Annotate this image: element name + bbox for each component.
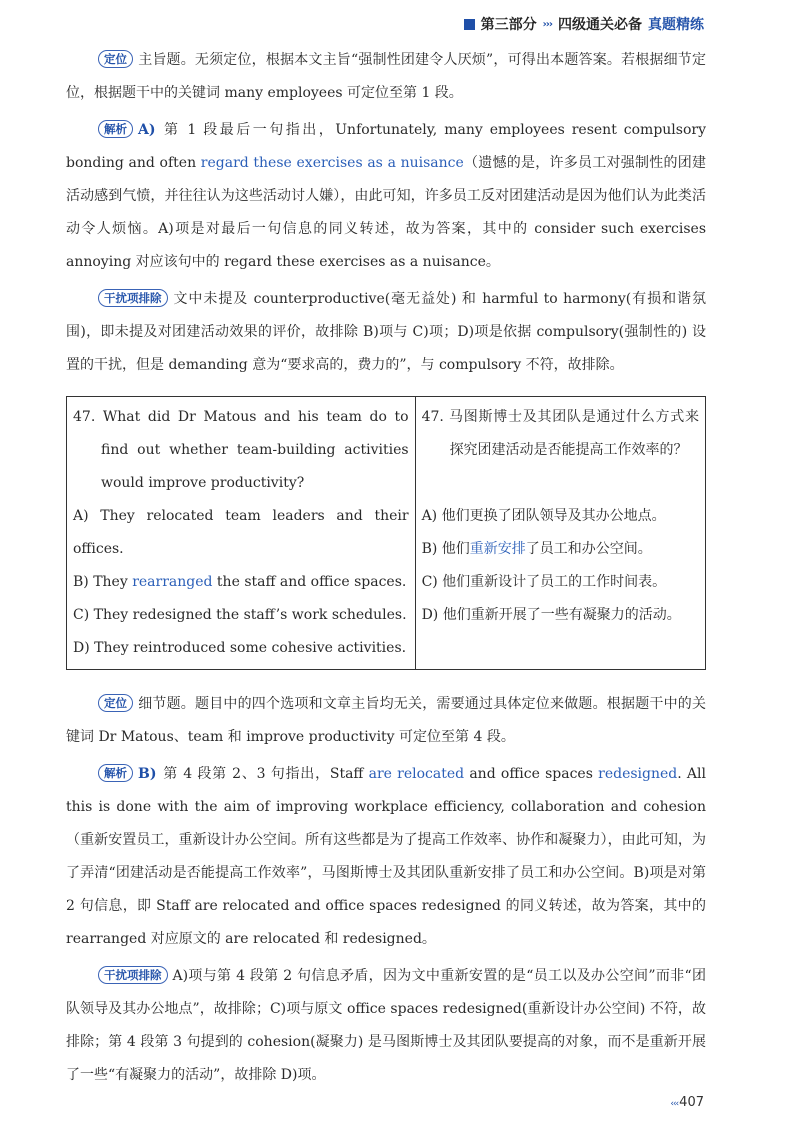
q47-locate-text: 细节题。题目中的四个选项和文章主旨均无关，需要通过具体定位来做题。根据题干中的关键词 Dr Matous、team 和 improve productivity 可定位至第 4 段。 bbox=[66, 696, 706, 745]
q47-option-b-en-post: the staff and office spaces. bbox=[212, 574, 407, 590]
q46-analysis-post: （遗憾的是，许多员工对强制性的团建活动感到气愤，并往往认为这些活动讨人嫌），由此可知，许多员工反对团建活动是因为他们认为此类活动令人烦恼。A)项是对最后一句信息的同义转述，故为答案，其中的 consider such exercises annoying 对应该句中的 regard these exercises as a nuisance。 bbox=[66, 155, 706, 270]
distractor-tag: 干扰项排除 bbox=[98, 289, 168, 307]
locate-tag: 定位 bbox=[98, 50, 133, 68]
q47-option-b-en bbox=[73, 566, 409, 599]
q46-answer: A) bbox=[138, 122, 156, 138]
q47-option-a-zh: A) 他们更换了团队领导及其办公地点。 bbox=[421, 508, 666, 524]
header-accent: 真题精练 bbox=[648, 17, 704, 33]
q47-analysis-highlight-1: are relocated bbox=[368, 766, 465, 782]
question-english-cell bbox=[67, 397, 416, 670]
q47-option-c-zh: C) 他们重新设计了员工的工作时间表。 bbox=[421, 574, 667, 590]
q47-distractor-paragraph bbox=[66, 960, 706, 1092]
q46-analysis-pre: 第 1 段最后一句指出，Unfortunately, many employees resent compulsory bonding and often bbox=[66, 122, 706, 171]
q47-analysis-paragraph bbox=[66, 758, 706, 956]
q46-analysis-paragraph bbox=[66, 114, 706, 279]
q47-option-a-en: A) They relocated team leaders and their offices. bbox=[73, 508, 409, 557]
q46-distractor-paragraph bbox=[66, 283, 706, 382]
q47-option-d-zh: D) 他们重新开展了一些有凝聚力的活动。 bbox=[421, 607, 681, 623]
header-title: 四级通关必备 bbox=[558, 17, 642, 33]
q47-option-c-en: C) They redesigned the staff’s work schedules. bbox=[73, 607, 407, 623]
q46-locate-paragraph bbox=[66, 44, 706, 110]
analysis-tag: 解析 bbox=[98, 764, 133, 782]
question-chinese-cell bbox=[415, 397, 705, 670]
q46-analysis-highlight: regard these exercises as a nuisance bbox=[200, 155, 464, 171]
q47-option-d-en: D) They reintroduced some cohesive activities. bbox=[73, 640, 407, 656]
q47-option-b-en-highlight: rearranged bbox=[132, 574, 213, 590]
page-number bbox=[670, 1095, 704, 1110]
page-content bbox=[66, 44, 706, 1096]
distractor-tag: 干扰项排除 bbox=[98, 966, 168, 984]
q47-distractor-text: A)项与第 4 段第 2 句信息矛盾，因为文中重新安置的是“员工以及办公空间”而非“团队领导及其办公地点”，故排除；C)项与原文 office spaces redesigned(重新设计办公空间) 不符，故排除；第 4 段第 3 句提到的 cohesion(凝聚力) 是马图斯博士及其团队要提高的对象，而不是重新开展了一些“有凝聚力的活动”，故排除 D)项。 bbox=[66, 968, 706, 1083]
analysis-tag: 解析 bbox=[98, 120, 133, 138]
q47-option-b-zh bbox=[422, 533, 699, 566]
q47-analysis-mid: and office spaces bbox=[464, 766, 599, 782]
q47-locate-paragraph bbox=[66, 688, 706, 754]
q47-question-zh: 47. 马图斯博士及其团队是通过什么方式来探究团建活动是否能提高工作效率的？ bbox=[421, 409, 699, 458]
q46-locate-text: 主旨题。无须定位，根据本文主旨“强制性团建令人厌烦”，可得出本题答案。若根据细节定位，根据题干中的关键词 many employees 可定位至第 1 段。 bbox=[66, 52, 706, 101]
page-header bbox=[464, 14, 704, 34]
q47-analysis-post: . All this is done with the aim of improving workplace efficiency, collaboration and cohesion（重新安置员工，重新设计办公空间。所有这些都是为了提高工作效率、协作和凝聚力），由此可知，为了弄清“团建活动是否能提高工作效率”，马图斯博士及其团队重新安排了员工和办公空间。B)项是对第 2 句信息，即 Staff are relocated and office spaces redesigned 的同义转述，故为答案，其中的 rearranged 对应原文的 are relocated 和 redesigned。 bbox=[66, 766, 706, 947]
q47-option-b-zh-pre: B) 他们 bbox=[421, 541, 470, 557]
locate-tag: 定位 bbox=[98, 694, 133, 712]
q46-distractor-text: 文中未提及 counterproductive(毫无益处) 和 harmful to harmony(有损和谐氛围)，即未提及对团建活动效果的评价，故排除 B)项与 C)项；D)项是依据 compulsory(强制性的) 设置的干扰，但是 demanding 意为“要求高的，费力的”，与 compulsory 不符，故排除。 bbox=[66, 291, 706, 373]
header-part: 第三部分 bbox=[480, 17, 537, 33]
square-icon bbox=[464, 19, 475, 30]
page-arrow-icon: ‹‹‹ bbox=[670, 1099, 679, 1109]
q47-option-b-zh-post: 了员工和办公空间。 bbox=[525, 541, 652, 557]
question-47-table bbox=[66, 396, 706, 670]
q47-option-b-zh-highlight: 重新安排 bbox=[469, 541, 526, 557]
q47-question-en: 47. What did Dr Matous and his team do to find out whether team-building activities would improve productivity? bbox=[73, 409, 409, 491]
q47-answer: B) bbox=[138, 766, 157, 782]
triple-arrow-icon: ››› bbox=[542, 18, 552, 30]
page-number-value: 407 bbox=[679, 1095, 704, 1110]
q47-analysis-highlight-2: redesigned bbox=[598, 766, 678, 782]
q47-analysis-pre: 第 4 段第 2、3 句指出，Staff bbox=[162, 766, 369, 782]
q47-option-b-en-pre: B) They bbox=[73, 574, 133, 590]
